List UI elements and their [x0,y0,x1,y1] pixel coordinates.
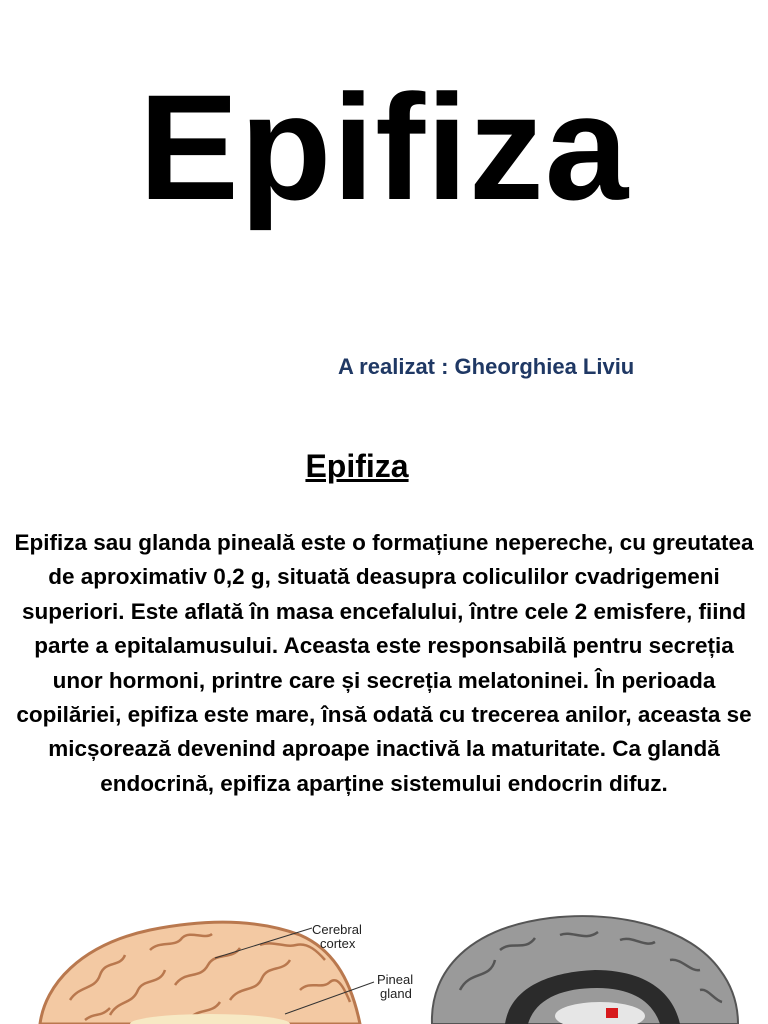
brain-illustration [0,890,768,1024]
description-paragraph: Epifiza sau glanda pineală este o formațiune nepereche, cu greutatea de aproximativ 0,2 g, situată deasupra coliculilor cvadrigemeni superiori. Este aflată în masa encefalului, între cele 2 emisfere, fiind parte a epitalamusului. Aceasta este responsabilă pentru secreția unor hormoni, printre care și secreția melatoninei. În perioada copilăriei, epifiza este mare, însă odată cu trecerea anilor, aceasta se micșorează devenind aproape inactivă la maturitate. Ca glandă endocrină, epifiza aparține sistemului endocrin difuz. [14,530,754,796]
brain-figure-svg [0,890,768,1024]
pineal-marker [606,1008,618,1018]
label-cerebral: Cerebral [312,922,362,937]
label-gland: gland [380,986,412,1001]
slide-title: Epifiza [138,63,630,231]
author-credit: A realizat : Gheorghiea Liviu [338,354,635,379]
mri-section [432,916,738,1024]
label-pineal: Pineal [377,972,414,987]
label-cortex: cortex [320,936,356,951]
brain-drawing [40,922,413,1024]
section-heading: Epifiza [305,448,409,484]
